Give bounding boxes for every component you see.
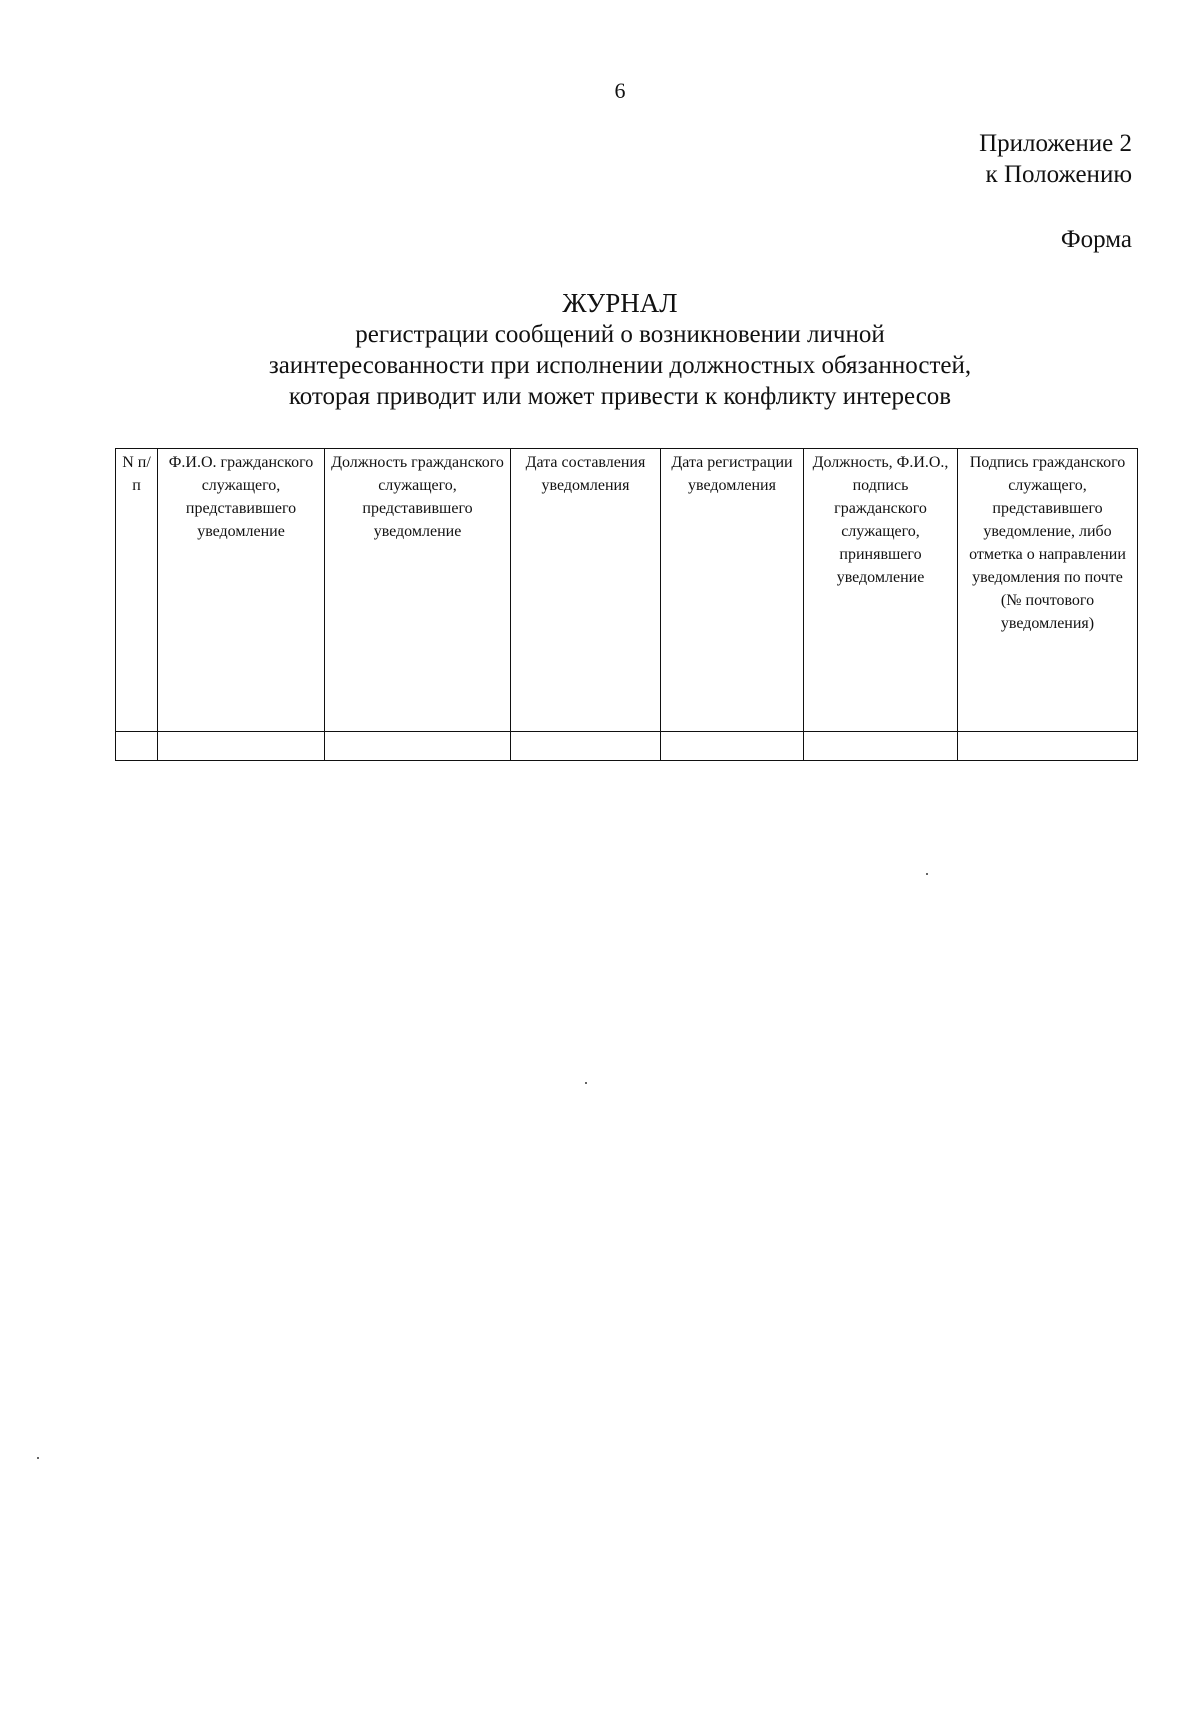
table-cell bbox=[661, 732, 804, 761]
table-cell bbox=[116, 732, 158, 761]
form-label: Форма bbox=[1060, 226, 1132, 253]
journal-table bbox=[115, 448, 1138, 761]
table-cell bbox=[325, 732, 511, 761]
scan-speck bbox=[585, 1082, 587, 1084]
document-title bbox=[0, 288, 1200, 412]
scan-speck bbox=[926, 873, 928, 875]
table-cell bbox=[511, 732, 661, 761]
header-number: N п/п bbox=[116, 449, 158, 732]
header-compilation-date: Дата составления уведомления bbox=[511, 449, 661, 732]
page-number: 6 bbox=[614, 78, 626, 103]
header-signature: Подпись гражданского служащего, представившего уведомление, либо отметка о направлении уведомления по почте (№ почтового уведомления) bbox=[958, 449, 1138, 732]
appendix-reference bbox=[979, 128, 1132, 190]
header-position: Должность гражданского служащего, представившего уведомление bbox=[325, 449, 511, 732]
title-line-2: заинтересованности при исполнении должностных обязанностей, bbox=[268, 352, 972, 379]
title-line-1: регистрации сообщений о возникновении личной bbox=[355, 321, 885, 348]
header-full-name: Ф.И.О. гражданского служащего, представившего уведомление bbox=[158, 449, 325, 732]
table-cell bbox=[158, 732, 325, 761]
title-heading: ЖУРНАЛ bbox=[562, 288, 678, 318]
header-receiver: Должность, Ф.И.О., подпись гражданского служащего, принявшего уведомление bbox=[804, 449, 958, 732]
table-header-row bbox=[116, 449, 1138, 732]
scan-speck bbox=[37, 1457, 39, 1459]
header-registration-date: Дата регистрации уведомления bbox=[661, 449, 804, 732]
table-row bbox=[116, 732, 1138, 761]
title-line-3: которая приводит или может привести к конфликту интересов bbox=[288, 383, 952, 410]
appendix-line-1: Приложение 2 bbox=[979, 130, 1132, 157]
table-cell bbox=[804, 732, 958, 761]
appendix-line-2: к Положению bbox=[985, 161, 1132, 188]
table-cell bbox=[958, 732, 1138, 761]
